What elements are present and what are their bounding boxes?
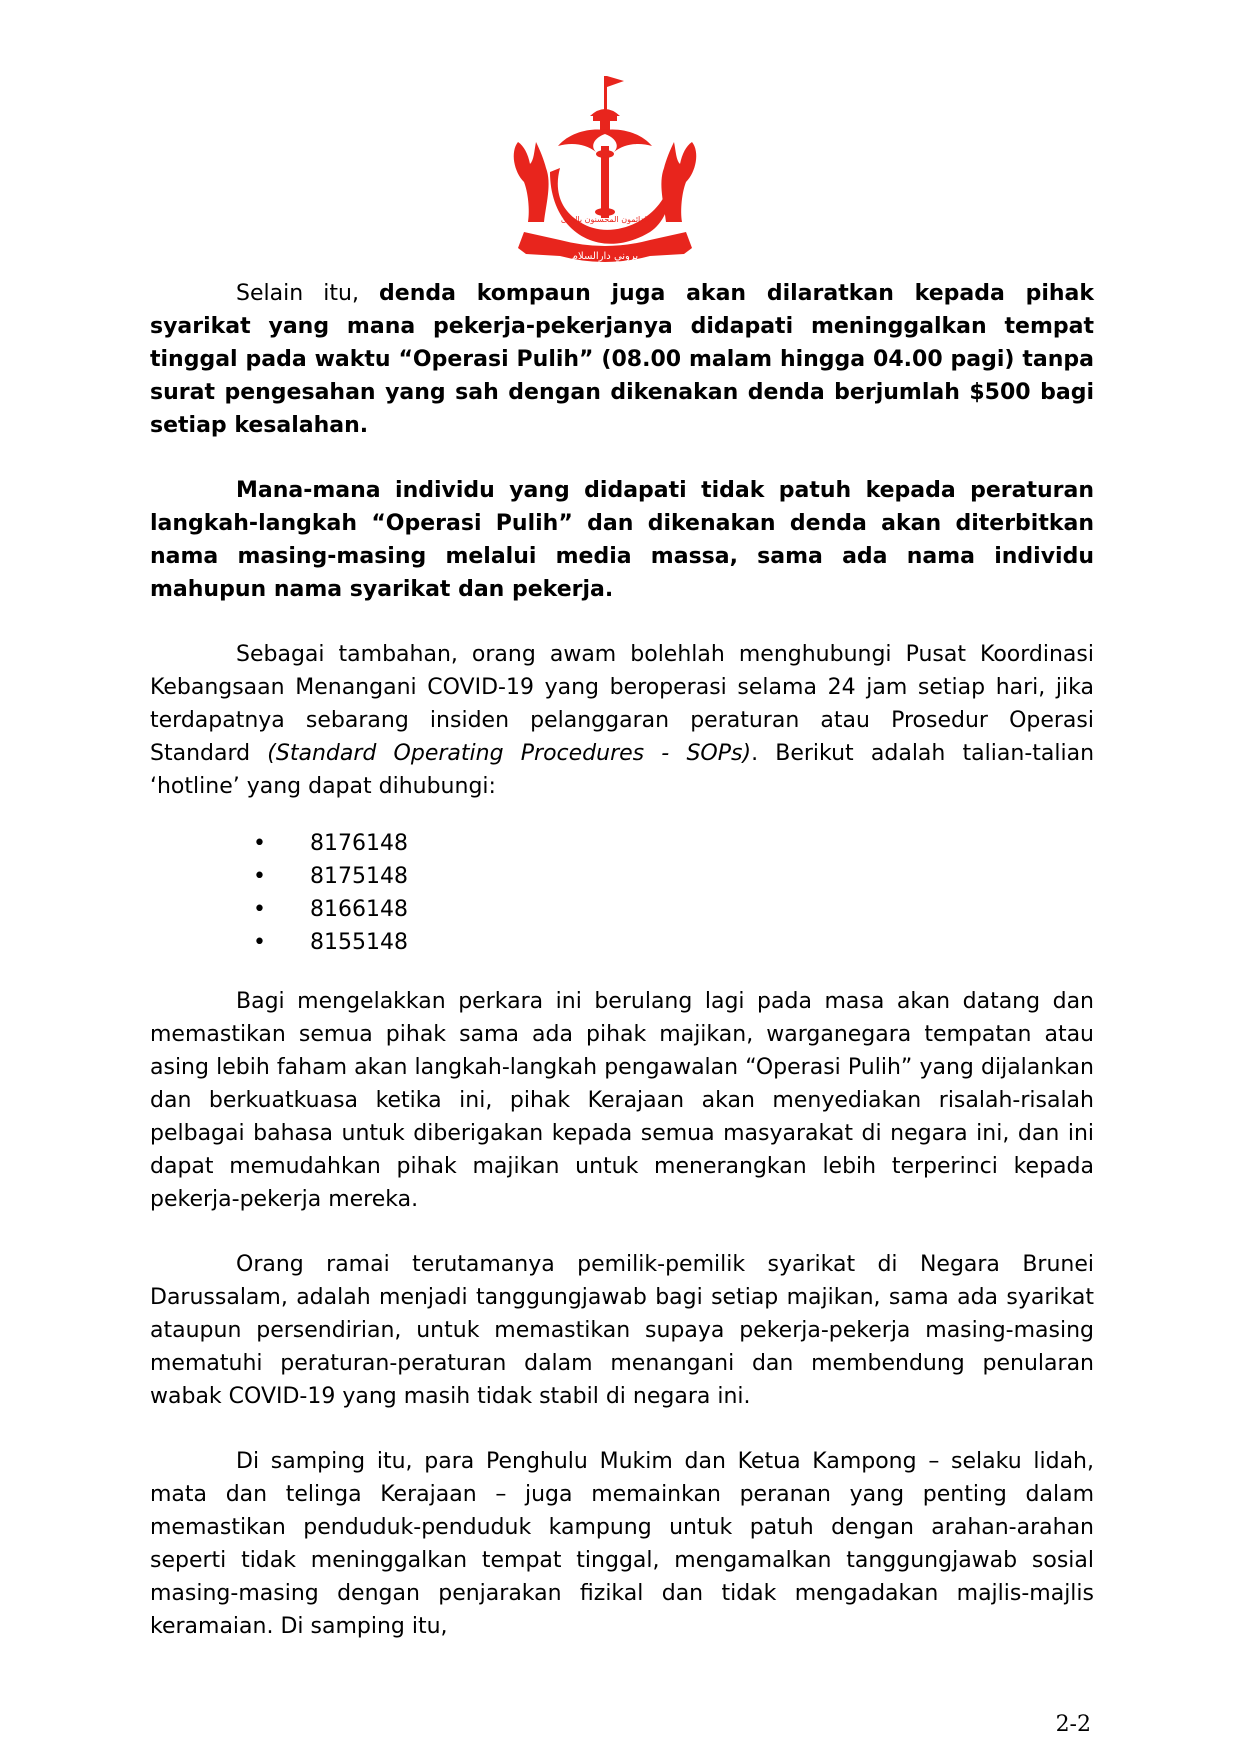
hotline-list [150,827,1094,959]
paragraph-italic-text: (Standard Operating Procedures - SOPs) [267,741,752,766]
paragraph-lead: Sebagai tambahan, orang awam bolehlah menghubungi Pusat Koordinasi Kebangsaan Menangani COVID-19 yang beroperasi selama 24 jam setiap hari, jika terdapatnya sebarang insiden pelanggaran peraturan atau Prosedur Operasi Standard [150,642,1094,766]
crest-motto-text: الدائمون المحسنون بالهدى [560,215,650,224]
hotline-number: 8176148 [310,831,408,856]
list-item [150,860,1094,893]
paragraph-pamphlets: Bagi mengelakkan perkara ini berulang lagi pada masa akan datang dan memastikan semua pihak sama ada pihak majikan, warganegara tempatan atau asing lebih faham akan langkah-langkah pengawalan “Operasi Pulih” yang dijalankan dan berkuatkuasa ketika ini, pihak Kerajaan akan menyediakan risalah-risalah pelbagai bahasa untuk diberigakan kepada semua masyarakat di negara ini, dan ini dapat memudahkan pihak majikan untuk menerangkan lebih terperinci kepada pekerja-pekerja mereka. [150,989,1094,1212]
crest-scroll-text: بروني دارالسلام [571,251,639,262]
paragraph-employer-responsibility: Orang ramai terutamanya pemilik-pemilik syarikat di Negara Brunei Darussalam, adalah menjadi tanggungjawab bagi setiap majikan, sama ada syarikat ataupun persendirian, untuk memastikan supaya pekerja-pekerja masing-masing mematuhi peraturan-peraturan dalam menangani dan membendung penularan wabak COVID-19 yang masih tidak stabil di negara ini. [150,1252,1094,1409]
bullet-icon: • [253,831,266,856]
paragraph-tail: . Berikut adalah talian-talian ‘hotline’ yang dapat dihubungi: [150,741,1095,799]
paragraph-bold-text: denda kompaun juga akan dilaratkan kepada pihak syarikat yang mana pekerja-pekerjanya didapati meninggalkan tempat tinggal pada waktu “Operasi Pulih” (08.00 malam hingga 04.00 pagi) tanpa surat pengesahan yang sah dengan dikenakan denda berjumlah $500 bagi setiap kesalahan. [150,281,1094,438]
paragraph-hotline-intro [150,638,1094,803]
bullet-icon: • [253,897,266,922]
paragraph-publish-names: Mana-mana individu yang didapati tidak patuh kepada peraturan langkah-langkah “Operasi Pulih” dan dikenakan denda akan diterbitkan nama masing-masing melalui media massa, sama ada nama individu mahupun nama syarikat dan pekerja. [150,478,1094,602]
hotline-number: 8175148 [310,864,408,889]
hotline-number: 8166148 [310,897,408,922]
page-number: 2-2 [1055,1712,1091,1737]
brunei-crest-icon [500,72,710,272]
document-body [150,277,1094,1675]
paragraph-lead: Selain itu, [236,281,380,306]
hotline-number: 8155148 [310,930,408,955]
bullet-icon: • [253,864,266,889]
bullet-icon: • [253,930,266,955]
list-item [150,827,1094,860]
list-item [150,893,1094,926]
paragraph-compound-fine [150,277,1094,442]
paragraph-village-heads: Di samping itu, para Penghulu Mukim dan Ketua Kampong – selaku lidah, mata dan telinga Kerajaan – juga memainkan peranan yang penting dalam memastikan penduduk-penduduk kampung untuk patuh dengan arahan-arahan seperti tidak meninggalkan tempat tinggal, mengamalkan tanggungjawab sosial masing-masing dengan penjarakan fizikal dan tidak mengadakan majlis-majlis keramaian. Di samping itu, [150,1449,1094,1639]
list-item [150,926,1094,959]
